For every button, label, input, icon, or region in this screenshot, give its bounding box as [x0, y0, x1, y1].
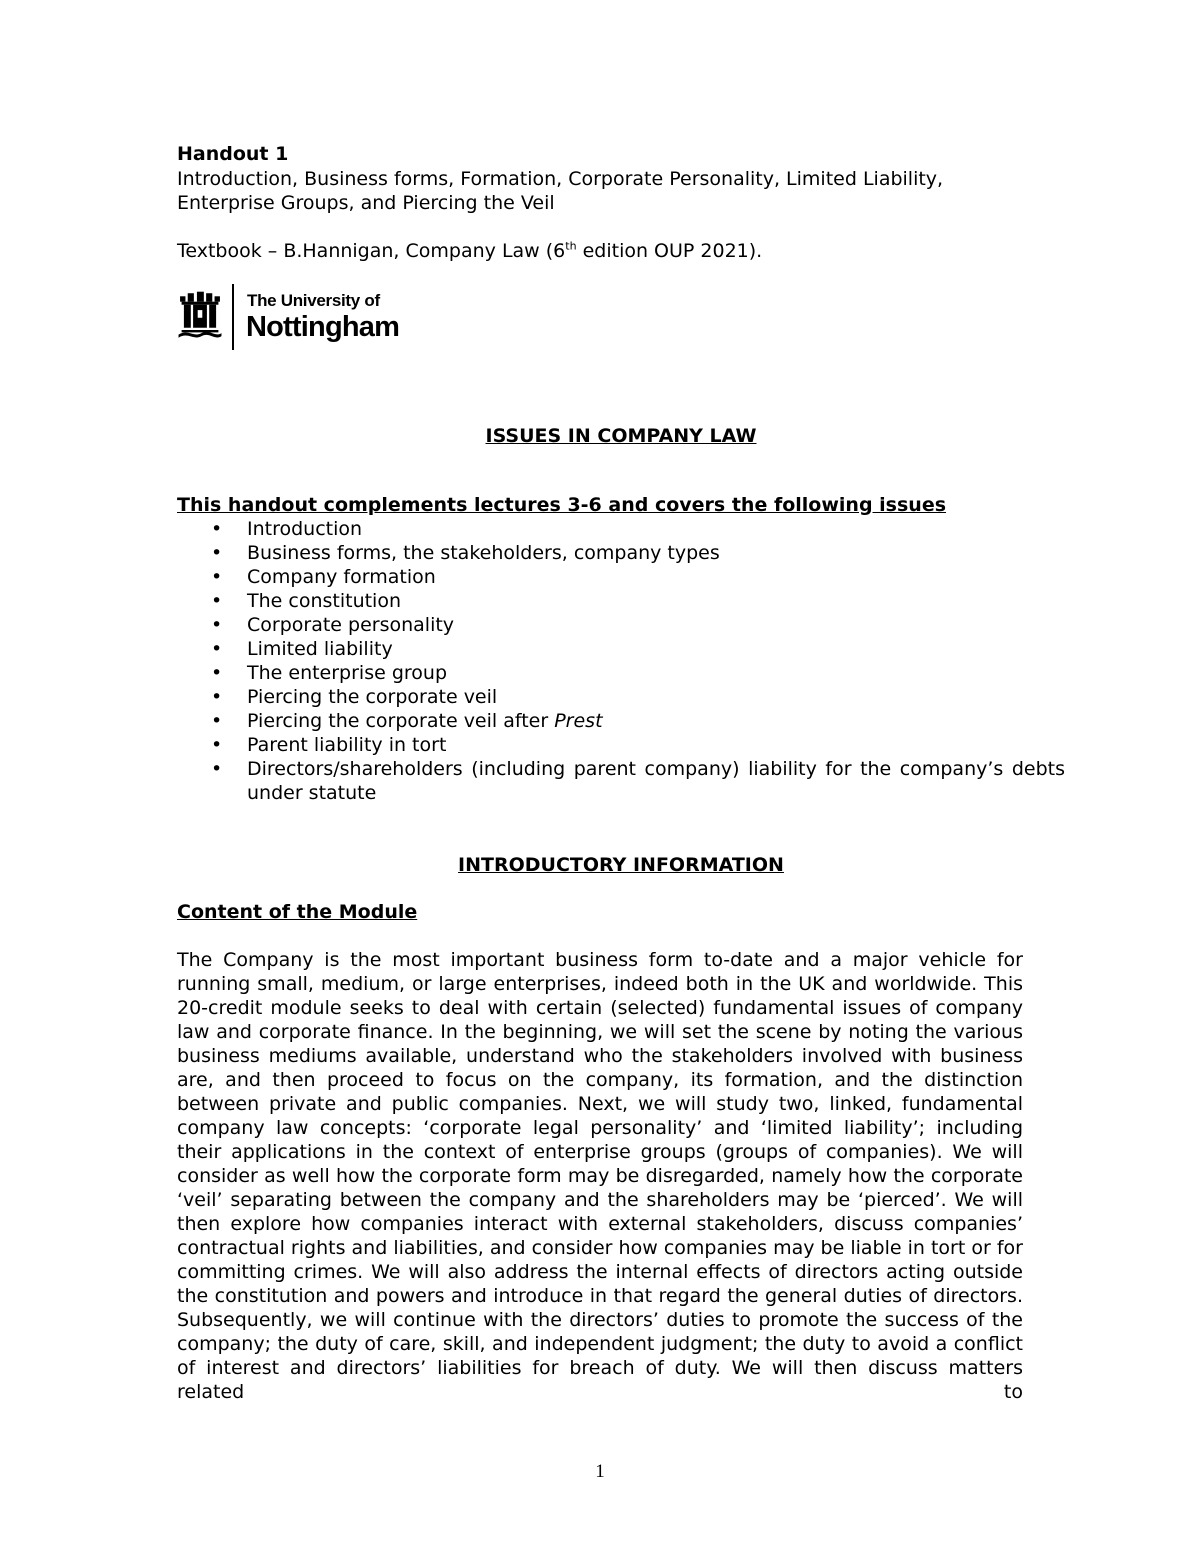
list-item-text: Introduction: [247, 518, 363, 540]
bullet-icon: •: [211, 662, 223, 684]
list-item-text: Piercing the corporate veil: [247, 686, 498, 708]
list-item-text: Limited liability: [247, 638, 393, 660]
document-header: [177, 140, 1065, 263]
case-name-prest: Prest: [554, 710, 603, 732]
bullet-icon: •: [211, 710, 223, 732]
list-item: [177, 733, 1065, 757]
bullet-icon: •: [211, 686, 223, 708]
issues-list: [177, 517, 1065, 805]
bullet-icon: •: [211, 566, 223, 588]
module-content-heading: Content of the Module: [177, 901, 418, 923]
bullet-icon: •: [211, 590, 223, 612]
logo-wordmark-line2: Nottingham: [246, 311, 400, 343]
module-content-paragraph: The Company is the most important business form to-date and a major vehicle for running small, medium, or large enterprises, indeed both in the UK and worldwide. This 20-credit module seeks to deal with certain (selected) fundamental issues of company law and corporate finance. In the beginning, we will set the scene by noting the various business mediums available, understand who the stakeholders involved with business are, and then proceed to focus on the company, its formation, and the distinction between private and public companies. Next, we will study two, linked, fundamental company law concepts: ‘corporate legal personality’ and ‘limited liability’; including their applications in the context of enterprise groups (groups of companies). We will consider as well how the corporate form may be disregarded, namely how the corporate ‘veil’ separating between the company and the shareholders may be ‘pierced’. We will then explore how companies interact with external stakeholders, discuss companies’ contractual rights and liabilities, and consider how companies may be liable in tort or for committing crimes. We will also address the internal effects of directors acting outside the constitution and powers and introduce in that regard the general duties of directors. Subsequently, we will continue with the directors’ duties to promote the success of the company; the duty of care, skill, and independent judgment; the duty to avoid a conflict of interest and directors’ liabilities for breach of duty. We will then discuss matters related to: [177, 949, 1023, 1403]
list-item-text: Directors/shareholders (including parent company) liability for the company’s debts under statute: [247, 758, 1065, 804]
list-item: [177, 589, 1065, 613]
list-item: [177, 637, 1065, 661]
textbook-prefix: Textbook – B.Hannigan, Company Law (6: [177, 240, 566, 262]
list-item-text: Company formation: [247, 566, 436, 588]
issues-heading: ISSUES IN COMPANY LAW: [485, 425, 757, 447]
logo-divider: [232, 284, 234, 350]
list-item: [177, 661, 1065, 685]
bullet-icon: •: [211, 638, 223, 660]
handout-title: Handout 1: [177, 143, 289, 165]
list-item-text: Parent liability in tort: [247, 734, 447, 756]
list-item: [177, 613, 1065, 637]
list-item-text: The enterprise group: [247, 662, 448, 684]
list-item: [177, 541, 1065, 565]
bullet-icon: •: [211, 518, 223, 540]
intro-heading: INTRODUCTORY INFORMATION: [458, 854, 784, 876]
handout-subtitle-line1: Introduction, Business forms, Formation, Corporate Personality, Limited Liability,: [177, 168, 944, 190]
list-item-text: Business forms, the stakeholders, company types: [247, 542, 720, 564]
list-item: [177, 757, 1065, 805]
list-item-text: Piercing the corporate veil after: [247, 710, 555, 732]
list-item: [177, 685, 1065, 709]
bullet-icon: •: [211, 758, 223, 780]
list-item-text: The constitution: [247, 590, 402, 612]
list-item: [177, 565, 1065, 589]
castle-crest-icon: [177, 283, 223, 351]
list-item: [177, 709, 1065, 733]
bullet-icon: •: [211, 734, 223, 756]
issues-lead: This handout complements lectures 3-6 and covers the following issues: [177, 494, 947, 516]
textbook-suffix: edition OUP 2021).: [576, 240, 763, 262]
logo-wordmark-line1: The University of: [247, 291, 380, 310]
bullet-icon: •: [211, 614, 223, 636]
textbook-reference: [177, 239, 1065, 263]
handout-subtitle-line2: Enterprise Groups, and Piercing the Veil: [177, 192, 555, 214]
bullet-icon: •: [211, 542, 223, 564]
textbook-edition-sup: th: [565, 239, 577, 253]
list-item-text: Corporate personality: [247, 614, 455, 636]
page-number: 1: [595, 1461, 605, 1482]
list-item: [177, 517, 1065, 541]
